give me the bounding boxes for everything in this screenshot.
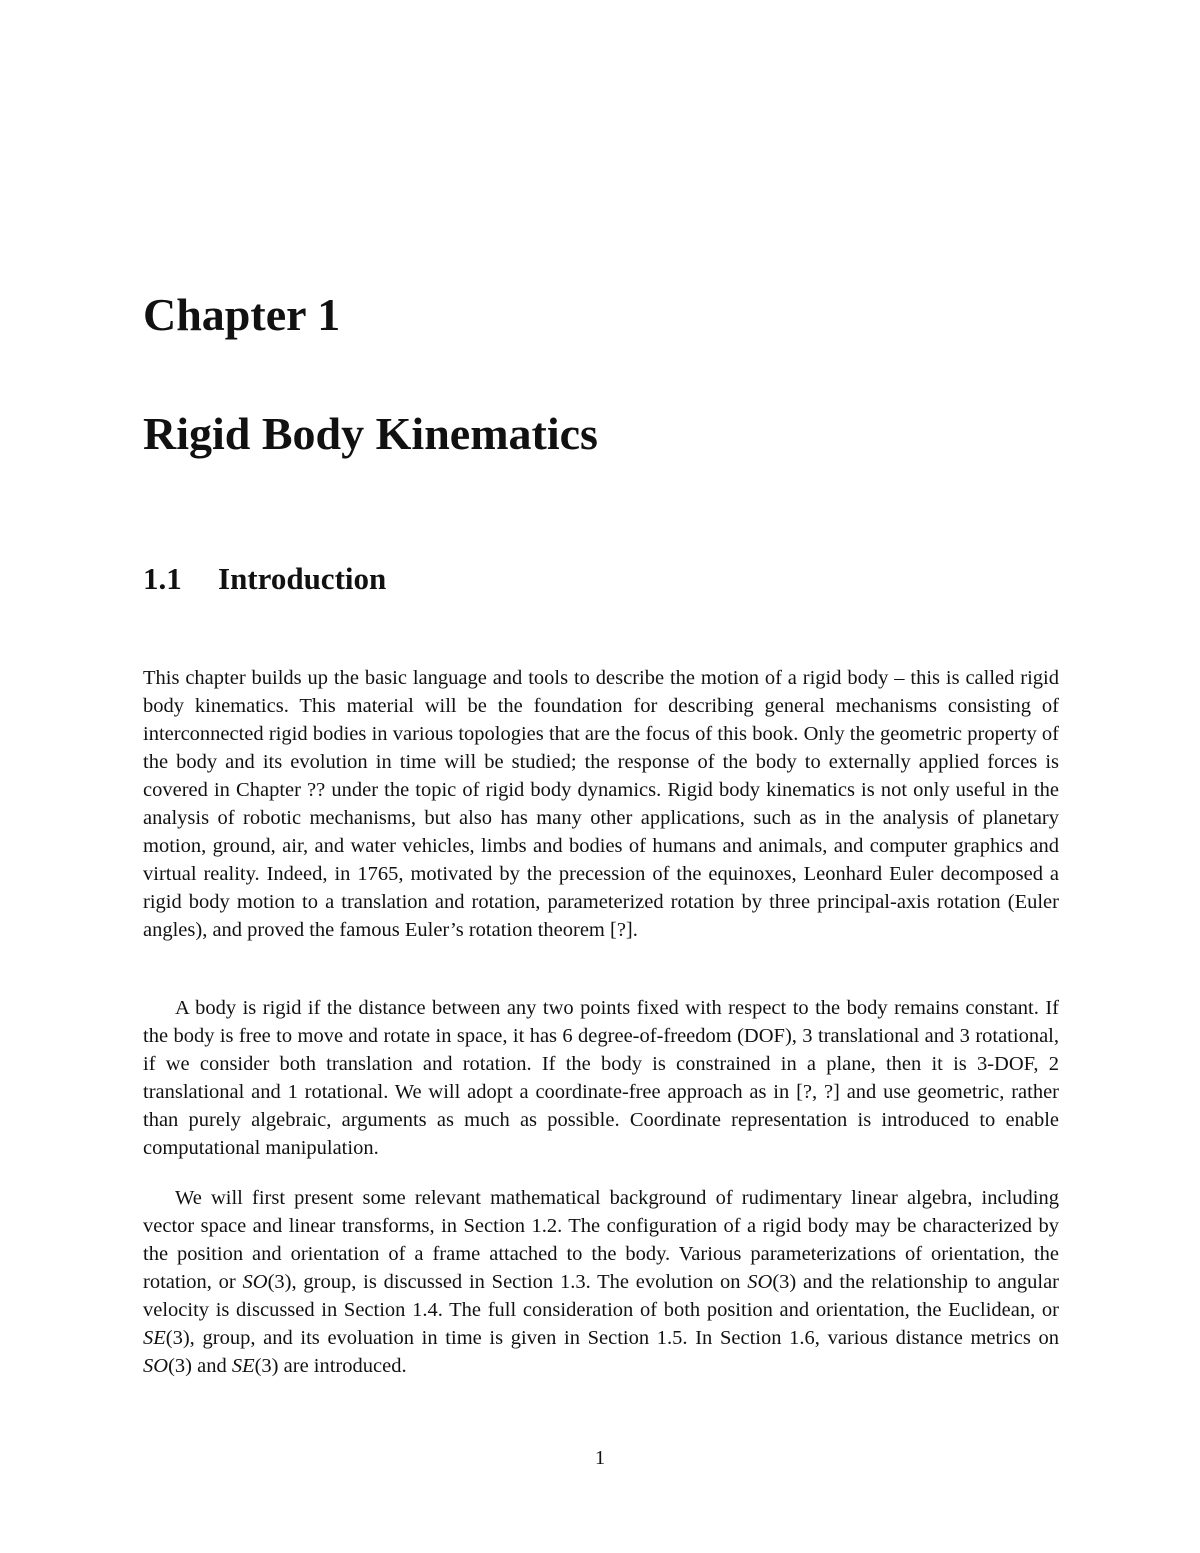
section-number: 1.1 bbox=[143, 561, 182, 596]
text-segment: (3), group, and its evoluation in time is given in Section 1.5. In Section 1.6, various distance metrics on bbox=[165, 1327, 1059, 1349]
math-group-se: SE bbox=[231, 1355, 255, 1377]
text-segment: (3) are introduced. bbox=[254, 1355, 407, 1377]
text-segment: (3) and bbox=[168, 1355, 232, 1377]
chapter-label: Chapter 1 bbox=[143, 289, 341, 340]
text-segment: (3), group, is discussed in Section 1.3. The evolution on bbox=[267, 1271, 748, 1293]
text-segment: (3) and the relationship to angular velocity is discussed in Section 1.4. The full consideration of both position and orientation, the Euclidean, or bbox=[143, 1271, 1060, 1321]
text-segment: We will first present some relevant mathematical background of rudimentary linear algebra, including vector space and linear transforms, in Section 1.2. The configuration of a rigid body may be characterized by the position and orientation of a frame attached to the body. Various parameterizations of orientation, the rotation, or bbox=[143, 1187, 1059, 1293]
chapter-title: Rigid Body Kinematics bbox=[143, 408, 598, 459]
paragraph-text: A body is rigid if the distance between any two points fixed with respect to the body remains constant. If the body is free to move and rotate in space, it has 6 degree-of-freedom (DOF), 3 translational and 3 rotational, if we consider both translation and rotation. If the body is constrained in a plane, then it is 3-DOF, 2 translational and 1 rotational. We will adopt a coordinate-free approach as in [?, ?] and use geometric, rather than purely algebraic, arguments as much as possible. Coordinate representation is introduced to enable computational manipulation. bbox=[143, 997, 1059, 1159]
section-heading bbox=[143, 563, 386, 594]
paragraph-intro bbox=[143, 664, 1059, 944]
math-group-so: SO bbox=[242, 1271, 268, 1293]
math-group-se: SE bbox=[143, 1327, 166, 1349]
paragraph-text: This chapter builds up the basic language and tools to describe the motion of a rigid body – this is called rigid body kinematics. This material will be the foundation for describing general mechanisms consisting of interconnected rigid bodies in various topologies that are the focus of this book. Only the geometric property of the body and its evolution in time will be studied; the response of the body to externally applied forces is covered in Chapter ?? under the topic of rigid body dynamics. Rigid body kinematics is not only useful in the analysis of robotic mechanisms, but also has many other applications, such as in the analysis of planetary motion, ground, air, and water vehicles, limbs and bodies of humans and animals, and computer graphics and virtual reality. Indeed, in 1765, motivated by the precession of the equinoxes, Leonhard Euler decomposed a rigid body motion to a translation and rotation, parameterized rotation by three principal-axis rotation (Euler angles), and proved the famous Euler’s rotation theorem [?]. bbox=[143, 667, 1059, 941]
section-title: Introduction bbox=[218, 561, 387, 596]
paragraph-text bbox=[143, 1184, 1059, 1380]
math-group-so: SO bbox=[143, 1355, 169, 1377]
math-group-so: SO bbox=[747, 1271, 773, 1293]
page-number: 1 bbox=[594, 1447, 606, 1469]
paragraph-rigid-definition bbox=[143, 994, 1059, 1162]
paragraph-outline bbox=[143, 1184, 1059, 1380]
